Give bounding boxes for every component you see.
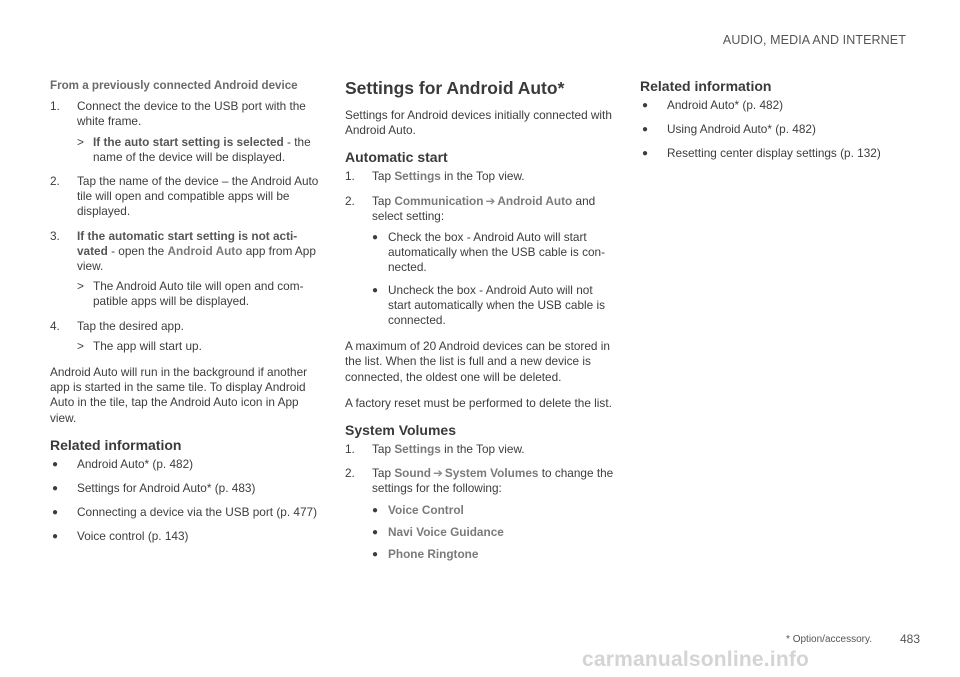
bullet-icon: ● [372,526,379,538]
result-text: - the name of the device will be displayed. [93,134,311,164]
result-marker-icon: > [77,134,84,149]
bullet-icon: ● [372,504,379,516]
related-link[interactable]: Android Auto* (p. 482) [667,98,784,112]
step-number: 2. [50,174,60,189]
setting-options [372,230,617,328]
related-item [640,98,912,113]
result-bold: If the auto start setting is selected [93,134,284,149]
result-text: The Android Auto tile will open and com-patible apps will be displayed. [93,279,304,309]
communication-link[interactable]: Communication [394,193,484,208]
right-arrow-icon: ➔ [485,193,496,208]
related-item [50,457,322,472]
step-number: 1. [50,99,60,114]
step-item [345,466,617,562]
bullet-icon: ● [642,100,649,111]
voice-control-option[interactable]: Voice Control [388,502,464,517]
system-volumes-link[interactable]: System Volumes [444,466,539,481]
related-list [50,457,322,545]
step-number: 2. [345,193,355,208]
bullet-icon: ● [372,549,379,561]
step-result [77,279,322,309]
step-item [345,442,617,457]
column-right [640,78,912,172]
intro-paragraph: Settings for Android devices initially connected with Android Auto. [345,108,612,138]
bullet-icon: ● [52,507,59,519]
option-item [372,230,617,276]
step-item [345,194,617,329]
step-text: Tap [372,442,395,457]
step-result [77,135,322,165]
step-text: in the Top view. [440,169,525,184]
system-volumes-heading: System Volumes [345,422,457,439]
phone-ringtone-option[interactable]: Phone Ringtone [388,547,479,562]
step-item [50,99,322,165]
related-heading: Related information [50,436,182,453]
step-number: 3. [50,228,60,243]
step-text: to change the settings for the following: [372,466,614,496]
sound-link[interactable]: Sound [394,466,432,481]
section-header: AUDIO, MEDIA AND INTERNET [722,33,906,47]
related-link[interactable]: Voice control (p. 143) [77,529,189,544]
page-title: Settings for Android Auto* [345,78,565,98]
android-auto-app-link[interactable]: Android Auto [167,243,243,258]
step-text: app from App view. [77,243,316,274]
option-item [372,283,617,329]
related-heading: Related information [640,78,772,94]
bullet-icon: ● [642,124,649,136]
column-left [50,78,322,555]
footnote-text: * Option/accessory. [786,634,872,645]
volume-options [372,503,617,563]
option-item [372,547,617,562]
step-result [77,339,322,354]
step-text: Tap [372,466,395,481]
option-text: Check the box - Android Auto will start automatically when the USB cable is con-nected. [388,230,606,275]
step-text: Tap [372,193,395,208]
step-item [50,229,322,310]
column-middle [345,78,617,573]
background-paragraph: Android Auto will run in the background if another app is started in the same tile. To display Android Auto in the tile, tap the Android Auto icon in App view. [50,365,308,425]
step-item [50,174,322,220]
step-item [345,169,617,184]
option-text: Uncheck the box - Android Auto will not start automatically when the USB cable is connected. [388,282,606,328]
connect-steps [50,99,322,354]
step-bold: If the automatic start setting is not acti-vated [77,228,298,258]
automatic-start-heading: Automatic start [345,149,448,166]
related-item [50,529,322,544]
step-number: 2. [345,466,355,481]
bullet-icon: ● [372,284,379,296]
bullet-icon: ● [52,458,59,470]
page-number: 483 [899,632,920,646]
step-number: 4. [50,318,60,333]
reset-paragraph: A factory reset must be performed to delete the list. [345,395,612,410]
option-item [372,525,617,540]
option-item [372,503,617,518]
system-volumes-steps [345,442,617,562]
related-item [640,122,912,137]
step-number: 1. [345,442,355,457]
step-number: 1. [345,169,355,184]
right-arrow-icon: ➔ [433,466,443,481]
step-text: Tap [372,169,395,184]
related-link[interactable]: Using Android Auto* (p. 482) [667,122,816,137]
related-link[interactable]: Resetting center display settings (p. 132) [667,146,881,161]
result-marker-icon: > [77,338,84,353]
step-text: Tap the name of the device – the Android Auto tile will open and compatible apps will be displayed. [77,174,319,219]
step-text: and select setting: [372,193,596,223]
step-item [50,319,322,354]
related-list [640,98,912,162]
android-auto-link[interactable]: Android Auto [497,193,573,208]
step-text: Tap the desired app. [77,318,184,333]
bullet-icon: ● [642,148,649,160]
step-text: in the Top view. [440,442,525,457]
devices-paragraph: A maximum of 20 Android devices can be stored in the list. When the list is full and a new device is connected, the oldest one will be deleted. [345,339,610,384]
related-item [640,146,912,161]
bullet-icon: ● [52,531,59,543]
step-text: - open the [107,243,168,258]
watermark: carmanualsonline.info [582,648,810,671]
result-text: The app will start up. [93,338,202,353]
settings-link[interactable]: Settings [394,169,441,184]
automatic-start-steps [345,169,617,328]
related-item [50,481,322,496]
related-link[interactable]: Android Auto* (p. 482) [77,456,194,471]
related-link[interactable]: Settings for Android Auto* (p. 483) [77,481,256,496]
bullet-icon: ● [372,232,379,244]
related-link[interactable]: Connecting a device via the USB port (p. 477) [77,505,318,520]
navi-voice-guidance-option[interactable]: Navi Voice Guidance [388,524,504,539]
bullet-icon: ● [52,483,59,495]
subheading: From a previously connected Android device [50,79,298,92]
settings-link[interactable]: Settings [394,442,441,457]
footnote [786,634,902,645]
related-item [50,505,322,520]
step-text: Connect the device to the USB port with the white frame. [77,99,306,129]
result-marker-icon: > [77,279,84,294]
